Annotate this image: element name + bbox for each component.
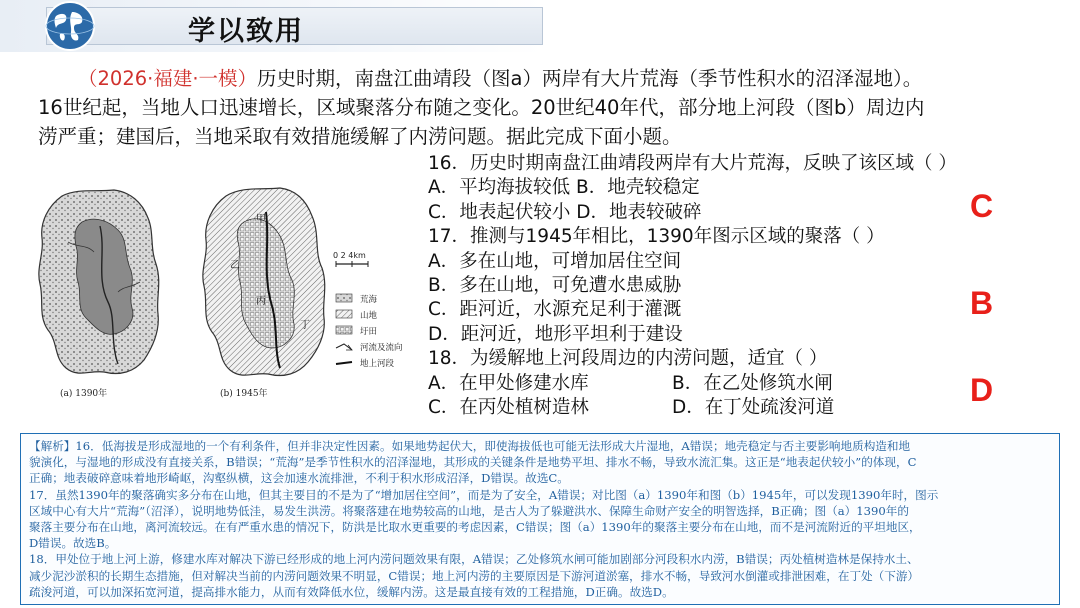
explanation-line: 貌演化，与湿地的形成没有直接关系，B错误；“荒海”是季节性积水的沼泽湿地，其形成的关键条件是地势平坦、排水不畅，导致水流汇集。这正是“地表起伏较小”的体现，C (29, 455, 917, 470)
legend-label: 圩田 (360, 327, 378, 337)
map-a-1390 (39, 190, 159, 374)
map-a-caption: (a) 1390年 (60, 389, 108, 399)
q17-option-d: D．距河近，地形平坦利于建设 (428, 323, 683, 345)
map-b-1945 (203, 188, 325, 376)
q16-answer: C (970, 188, 994, 224)
svg-text:0 2 4km: 0 2 4km (333, 251, 366, 260)
legend-label: 山地 (360, 311, 378, 321)
q18-answer: D (970, 372, 994, 408)
intro-line-3: 涝严重；建国后，当地采取有效措施缓解了内涝问题。据此完成下面小题。 (38, 125, 682, 148)
legend-label: 河流及流向 (360, 343, 403, 353)
explanation-line: 聚落主要分布在山地，离河流较远。在有严重水患的情况下，防洪是比取水更重要的考虑因素，C错误；图（a）1390年的聚落主要分布在山地，而不是河流附近的平坦地区， (29, 520, 921, 535)
map-figure-drawing (30, 182, 420, 422)
q18-option-b: B．在乙处修筑水闸 (672, 372, 833, 394)
scale-bar (333, 251, 368, 267)
q17-option-b: B．多在山地，可免遭水患威胁 (428, 274, 682, 296)
q18-options-cd (428, 396, 1008, 420)
intro-line-2: 16世纪起，当地人口迅速增长，区域聚落分布随之变化。20世纪40年代，部分地上河段（图b）周边内 (38, 96, 925, 119)
explanation-line: 区域中心有大片“荒海”（沼泽），说明地势低洼，易发生洪涝。将聚落建在地势较高的山地，是古人为了躲避洪水、保障生命财产安全的明智选择，B正确；图（a）1390年的 (29, 503, 909, 518)
mark-bing: 丙 (256, 296, 266, 307)
map-figure (30, 182, 420, 422)
question-source: （2026·福建·一模） (78, 67, 258, 90)
page-title: 学以致用 (188, 16, 304, 47)
globe-icon (44, 0, 96, 52)
mark-ding: 丁 (300, 320, 310, 331)
q17-option-c: C．距河近，水源充足利于灌溉 (428, 299, 682, 321)
q18-stem: 18．为缓解地上河段周边的内涝问题，适宜（ ） (428, 348, 828, 370)
q16-options-cd: C．地表起伏较小 D．地表较破碎 (428, 201, 702, 223)
explanation-box (20, 433, 1060, 605)
map-legend (336, 294, 403, 369)
q18-option-c: C．在丙处植树造林 (428, 396, 589, 418)
q17-answer: B (970, 285, 994, 321)
q16-stem: 16．历史时期南盘江曲靖段两岸有大片荒海，反映了该区域（ ） (428, 153, 957, 174)
q16-options-ab: A．平均海拔较低 B．地壳较稳定 (428, 177, 700, 199)
explanation-line: 正确；地表破碎意味着地形崎岖，沟壑纵横，这会加速水流排泄，不利于积水形成沼泽，D错误。故选C。 (29, 471, 569, 486)
explanation-line: 减少泥沙淤积的长期生态措施，但对解决当前的内涝问题效果不明显，C错误；地上河内涝的主要原因是下游河道淤塞，排水不畅，导致河水倒灌或排泄困难，在丁处（下游） (29, 568, 920, 583)
explanation-line: D错误。故选B。 (29, 536, 117, 551)
explanation-line: 疏浚河道，可以加深拓宽河道，提高排水能力，从而有效降低水位，缓解内涝。这是最直接有效的工程措施，D正确。故选D。 (29, 584, 674, 599)
q17-stem: 17．推测与1945年相比，1390年图示区域的聚落（ ） (428, 226, 885, 248)
q18-option-a: A．在甲处修建水库 (428, 372, 589, 394)
intro-paragraph (38, 64, 1048, 151)
legend-label: 荒海 (360, 295, 378, 305)
intro-line-1: （2026·福建·一模）历史时期，南盘江曲靖段（图a）两岸有大片荒海（季节性积水的沼泽湿地）。 (78, 67, 923, 90)
mark-yi: 乙 (230, 260, 240, 271)
question-block (428, 152, 1008, 420)
explanation-line: 18．甲处位于地上河上游，修建水库对解决下游已经形成的地上河内涝问题效果有限，A错误；乙处修筑水闸可能加剧部分河段积水内涝，B错误；丙处植树造林是保持水土、 (29, 552, 919, 567)
legend-label: 地上河段 (360, 359, 395, 369)
q17-option-a: A．多在山地，可增加居住空间 (428, 250, 682, 272)
map-b-caption: (b) 1945年 (220, 389, 268, 399)
header-banner (0, 0, 543, 52)
mark-jia: 甲 (256, 214, 266, 225)
explanation-line: 【解析】16．低海拔是形成湿地的一个有利条件，但并非决定性因素。如果地势起伏大，即使海拔低也可能无法形成大片湿地，A错误；地壳稳定与否主要影响地质构造和地 (29, 439, 911, 453)
q18-options-ab (428, 372, 1008, 396)
q18-option-d: D．在丁处疏浚河道 (672, 396, 835, 418)
explanation-line: 17．虽然1390年的聚落确实多分布在山地，但其主要目的不是为了“增加居住空间”，而是为了安全，A错误；对比图（a）1390年和图（b）1945年，可以发现1390年时，图示 (29, 487, 939, 502)
